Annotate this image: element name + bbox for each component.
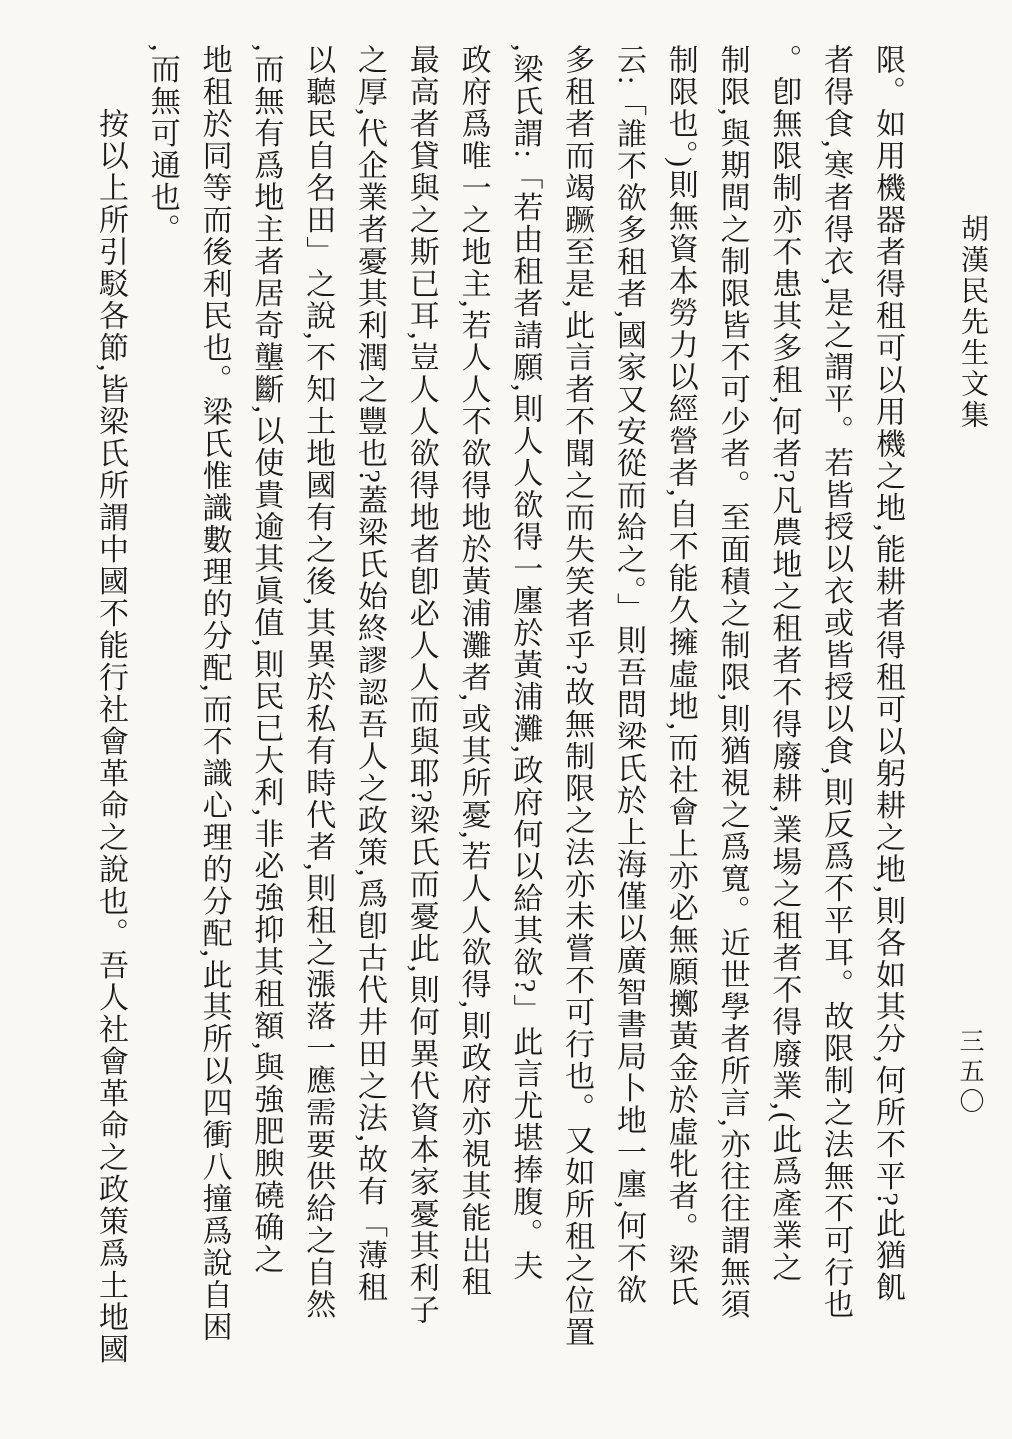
text-column-10: 最高者貸與之斯已耳,豈人人欲得地者卽必人人而與耶?梁氏而憂此,則何異代資本家憂其利子 [404,44,438,1327]
book-title: 胡漢民先生文集 [957,214,988,431]
text-column-15: ,而無可通也。 [145,44,179,246]
text-column-7: 多租者而竭蹶至是,此言者不聞之而失笑者乎?故無制限之法亦未嘗不可行也。又如所租之位置 [560,44,594,1349]
text-column-13: ,而無有爲地主者居奇壟斷,以使貴逾其眞值,則民已大利,非必強抑其租額,與強肥腴磽确之 [249,44,283,1276]
text-column-1: 限。如用機器者得租可以用機之地,能耕者得租可以躬耕之地,則各如其分,何所不平?此猶飢 [870,44,904,1304]
page-number: 三五〇 [956,1028,983,1118]
text-column-8: ,梁氏謂:「若由租者請願,則人人欲得一廛於黃浦灘,政府何以給其欲?」此言尤堪捧腹。夫 [508,44,542,1283]
text-body [92,44,906,1414]
text-column-5: 制限也。)則無資本勞力以經營者,自不能久擁虛地,而社會上亦必無願擲黃金於虛牝者。梁氏 [663,44,697,1308]
text-column-2: 者得食,寒者得衣,是之謂平。若皆授以衣或皆授以食,則反爲不平耳。故限制之法無不可行也 [819,44,853,1321]
text-column-16: 按以上所引駁各節,皆梁氏所謂中國不能行社會革命之說也。吾人社會革命之政策爲土地國 [94,108,127,1366]
text-column-9: 政府爲唯一之地主,若人人不欲得地於黃浦灘者,或其所憂,若人人欲得,則政府亦視其能出租 [456,44,490,1298]
text-column-4: 制限,與期間之制限皆不可少者。至面積之制限,則猶視之爲寬。近世學者所言,亦往往謂無須 [715,44,749,1321]
text-column-14: 地租於同等而後利民也。梁氏惟識數理的分配,而不識心理的分配,此其所以四衝八撞爲說自困 [197,44,231,1343]
text-column-12: 以聽民自名田」之說,不知土地國有之後,其異於私有時代者,則租之漲落一應需要供給之自然 [301,44,335,1321]
text-column-3: 。卽無限制亦不患其多租,何者?凡農地之租者不得廢耕,業場之租者不得廢業,(此爲產業之 [767,44,801,1284]
text-column-11: 之厚,代企業者憂其利潤之豐也?蓋梁氏始終謬認吾人之政策,爲卽古代井田之法,故有「薄租 [352,44,386,1304]
text-column-6: 云:「誰不欲多租者,國家又安從而給之。」則吾問梁氏於上海僅以廣智書局卜地一廛,何不欲 [611,44,645,1307]
